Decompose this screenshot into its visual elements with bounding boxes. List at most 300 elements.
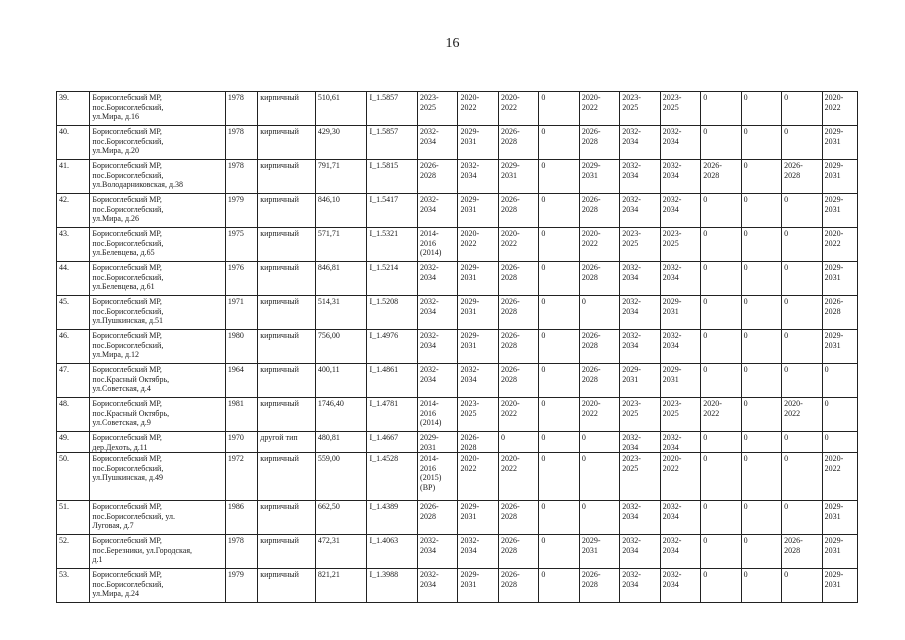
period-cell: 2026- 2028 <box>498 364 538 398</box>
address-line: ул.Мира, д.12 <box>92 350 140 360</box>
period-cell: 2023- 2025 <box>620 228 660 262</box>
table-row <box>57 398 858 432</box>
address-line: пос.Борисоглебский, <box>92 170 164 180</box>
period-cell: 2032- 2034 <box>620 432 660 453</box>
period-cell: 2020- 2022 <box>579 398 619 432</box>
material-cell: кирпичный <box>258 364 316 398</box>
row-number-cell: 45. <box>57 296 90 330</box>
period-cell: 2032- 2034 <box>620 330 660 364</box>
address-line: пос.Борисоглебский, <box>92 579 164 589</box>
period-cell: 2026- 2028 <box>579 569 619 603</box>
period-cell: 2026- 2028 <box>579 364 619 398</box>
period-cell: 0 <box>741 535 781 569</box>
period-cell: 0 <box>741 194 781 228</box>
period-cell: 0 <box>822 432 857 453</box>
period-cell: 2032- 2034 <box>660 432 700 453</box>
year-cell: 1986 <box>225 501 257 535</box>
table-row <box>57 330 858 364</box>
year-cell: 1979 <box>225 194 257 228</box>
year-cell: 1978 <box>225 160 257 194</box>
material-cell: кирпичный <box>258 194 316 228</box>
row-number-cell: 43. <box>57 228 90 262</box>
period-cell: 0 <box>498 432 538 453</box>
table-row <box>57 501 858 535</box>
area-cell: 400,11 <box>315 364 367 398</box>
period-cell: 2029- 2031 <box>822 501 857 535</box>
period-cell: 0 <box>539 126 579 160</box>
table-row <box>57 432 858 453</box>
period-cell: 0 <box>701 92 741 126</box>
address-line: Борисоглебский МР, <box>92 93 162 102</box>
period-cell: 2023- 2025 <box>660 228 700 262</box>
area-cell: 791,71 <box>315 160 367 194</box>
period-cell: 0 <box>539 501 579 535</box>
period-cell: 2029- 2031 <box>822 535 857 569</box>
index-cell: I_1.4976 <box>367 330 418 364</box>
period-cell: 0 <box>539 194 579 228</box>
material-cell: кирпичный <box>258 501 316 535</box>
address-cell <box>90 330 226 364</box>
period-cell: 0 <box>782 92 822 126</box>
period-cell: 0 <box>701 228 741 262</box>
period-cell: 2020- 2022 <box>498 453 538 501</box>
year-cell: 1978 <box>225 126 257 160</box>
period-cell: 0 <box>539 330 579 364</box>
index-cell: I_1.4063 <box>367 535 418 569</box>
address-line: Борисоглебский МР, <box>92 331 162 340</box>
address-line: Борисоглебский МР, <box>92 536 162 546</box>
period-cell: 2026- 2028 <box>579 262 619 296</box>
period-cell: 2020- 2022 <box>498 228 538 262</box>
period-cell: 0 <box>539 228 579 262</box>
period-cell: 0 <box>701 330 741 364</box>
index-cell: I_1.5214 <box>367 262 418 296</box>
address-line: Борисоглебский МР, <box>92 365 162 374</box>
address-line: ул.Белевцева, д.65 <box>92 248 155 258</box>
period-cell: 2032- 2034 <box>620 160 660 194</box>
address-line: пос.Борисоглебский, <box>92 463 164 473</box>
year-cell: 1971 <box>225 296 257 330</box>
period-cell: 2026- 2028 <box>498 126 538 160</box>
address-cell <box>90 194 226 228</box>
material-cell: кирпичный <box>258 535 316 569</box>
housing-repair-table <box>56 91 858 603</box>
table-row <box>57 569 858 603</box>
period-cell: 2032- 2034 <box>620 535 660 569</box>
period-cell: 2029- 2031 <box>458 296 498 330</box>
address-line: дер.Дехоть, д.11 <box>92 442 148 452</box>
period-cell: 2032- 2034 <box>418 126 458 160</box>
period-cell: 0 <box>741 330 781 364</box>
row-number-cell: 41. <box>57 160 90 194</box>
period-cell: 2020- 2022 <box>822 92 857 126</box>
period-cell: 2023- 2025 <box>660 92 700 126</box>
index-cell: I_1.5208 <box>367 296 418 330</box>
period-cell: 0 <box>701 569 741 603</box>
period-cell: 2029- 2031 <box>458 194 498 228</box>
period-cell: 0 <box>539 160 579 194</box>
period-cell: 2026- 2028 <box>418 501 458 535</box>
address-line: Борисоглебский МР, <box>92 195 162 204</box>
period-cell: 2029- 2031 <box>458 262 498 296</box>
period-cell: 2026- 2028 <box>418 160 458 194</box>
period-cell: 2020- 2022 <box>458 228 498 262</box>
address-line: ул.Белевцева, д.61 <box>92 282 155 292</box>
period-cell: 0 <box>539 262 579 296</box>
period-cell: 0 <box>539 364 579 398</box>
address-cell <box>90 432 226 453</box>
period-cell: 2032- 2034 <box>620 569 660 603</box>
period-cell: 0 <box>701 194 741 228</box>
period-cell: 2020- 2022 <box>782 398 822 432</box>
index-cell: I_1.4781 <box>367 398 418 432</box>
period-cell: 2026- 2028 <box>579 330 619 364</box>
period-cell: 0 <box>539 569 579 603</box>
period-cell: 2032- 2034 <box>620 194 660 228</box>
area-cell: 472,31 <box>315 535 367 569</box>
period-cell: 0 <box>579 501 619 535</box>
address-line: Борисоглебский МР, <box>92 399 162 408</box>
address-line: ул.Советская, д.9 <box>92 418 151 428</box>
material-cell: кирпичный <box>258 92 316 126</box>
area-cell: 846,10 <box>315 194 367 228</box>
period-cell: 2023- 2025 <box>620 453 660 501</box>
period-cell: 2032- 2034 <box>660 501 700 535</box>
address-line: д.1 <box>92 555 103 565</box>
period-cell: 2026- 2028 <box>579 194 619 228</box>
row-number-cell: 48. <box>57 398 90 432</box>
address-cell <box>90 535 226 569</box>
address-line: ул.Советская, д.4 <box>92 384 151 394</box>
address-cell <box>90 92 226 126</box>
period-cell: 2020- 2022 <box>498 92 538 126</box>
period-cell: 2029- 2031 <box>620 364 660 398</box>
period-cell: 2032- 2034 <box>660 126 700 160</box>
year-cell: 1972 <box>225 453 257 501</box>
period-cell: 2032- 2034 <box>620 501 660 535</box>
index-cell: I_1.5857 <box>367 92 418 126</box>
address-line: ул.Мира, д.16 <box>92 112 140 122</box>
period-cell: 0 <box>579 432 619 453</box>
address-cell <box>90 262 226 296</box>
year-cell: 1978 <box>225 92 257 126</box>
period-cell: 0 <box>539 432 579 453</box>
address-line: Борисоглебский МР, <box>92 161 162 170</box>
row-number-cell: 50. <box>57 453 90 501</box>
period-cell: 2029- 2031 <box>458 501 498 535</box>
index-cell: I_1.5321 <box>367 228 418 262</box>
period-cell: 2026- 2028 <box>498 569 538 603</box>
period-cell: 2029- 2031 <box>822 160 857 194</box>
period-cell: 2026- 2028 <box>498 262 538 296</box>
year-cell: 1970 <box>225 432 257 453</box>
address-line: пос.Борисоглебский, <box>92 340 164 350</box>
table-row <box>57 126 858 160</box>
area-cell: 514,31 <box>315 296 367 330</box>
period-cell: 0 <box>782 262 822 296</box>
address-line: Борисоглебский МР, <box>92 229 162 238</box>
area-cell: 429,30 <box>315 126 367 160</box>
period-cell: 0 <box>579 453 619 501</box>
address-line: Борисоглебский МР, <box>92 454 162 464</box>
material-cell: кирпичный <box>258 126 316 160</box>
address-line: Борисоглебский МР, <box>92 570 162 580</box>
address-line: ул.Пушкинская, д.51 <box>92 316 164 326</box>
period-cell: 0 <box>822 398 857 432</box>
period-cell: 2032- 2034 <box>660 160 700 194</box>
row-number-cell: 53. <box>57 569 90 603</box>
year-cell: 1978 <box>225 535 257 569</box>
period-cell: 2014- 2016 (2014) <box>418 398 458 432</box>
address-cell <box>90 364 226 398</box>
period-cell: 2029- 2031 <box>822 194 857 228</box>
period-cell: 0 <box>741 262 781 296</box>
period-cell: 2032- 2034 <box>418 262 458 296</box>
address-line: пос.Борисоглебский, <box>92 136 164 146</box>
period-cell: 2029- 2031 <box>822 569 857 603</box>
year-cell: 1981 <box>225 398 257 432</box>
period-cell: 2014- 2016 (2015) (ВР) <box>418 453 458 501</box>
period-cell: 2020- 2022 <box>822 228 857 262</box>
material-cell: кирпичный <box>258 398 316 432</box>
period-cell: 0 <box>741 160 781 194</box>
index-cell: I_1.4861 <box>367 364 418 398</box>
row-number-cell: 47. <box>57 364 90 398</box>
period-cell: 2032- 2034 <box>660 262 700 296</box>
address-line: пос.Борисоглебский, <box>92 272 164 282</box>
period-cell: 2032- 2034 <box>458 160 498 194</box>
address-line: Борисоглебский МР, <box>92 502 162 512</box>
period-cell: 2023- 2025 <box>620 398 660 432</box>
period-cell: 2020- 2022 <box>458 453 498 501</box>
table-body <box>57 92 858 603</box>
period-cell: 0 <box>741 453 781 501</box>
period-cell: 2032- 2034 <box>458 364 498 398</box>
index-cell: I_1.3988 <box>367 569 418 603</box>
year-cell: 1964 <box>225 364 257 398</box>
row-number-cell: 46. <box>57 330 90 364</box>
address-cell <box>90 398 226 432</box>
period-cell: 2026- 2028 <box>458 432 498 453</box>
period-cell: 0 <box>741 398 781 432</box>
material-cell: другой тип <box>258 432 316 453</box>
period-cell: 0 <box>822 364 857 398</box>
area-cell: 756,00 <box>315 330 367 364</box>
year-cell: 1975 <box>225 228 257 262</box>
period-cell: 2026- 2028 <box>498 194 538 228</box>
address-line: Борисоглебский МР, <box>92 263 162 272</box>
address-cell <box>90 569 226 603</box>
period-cell: 0 <box>782 330 822 364</box>
period-cell: 2023- 2025 <box>458 398 498 432</box>
period-cell: 2026- 2028 <box>782 535 822 569</box>
period-cell: 0 <box>701 535 741 569</box>
address-line: пос.Борисоглебский, <box>92 204 164 214</box>
row-number-cell: 51. <box>57 501 90 535</box>
address-line: Луговая, д.7 <box>92 521 134 531</box>
address-line: пос.Красный Октябрь, <box>92 408 170 418</box>
period-cell: 2029- 2031 <box>458 569 498 603</box>
period-cell: 2032- 2034 <box>660 535 700 569</box>
period-cell: 2029- 2031 <box>822 330 857 364</box>
period-cell: 2020- 2022 <box>822 453 857 501</box>
address-line: Борисоглебский МР, <box>92 433 162 442</box>
period-cell: 2032- 2034 <box>458 535 498 569</box>
table-row <box>57 364 858 398</box>
period-cell: 2023- 2025 <box>418 92 458 126</box>
period-cell: 2020- 2022 <box>498 398 538 432</box>
period-cell: 2032- 2034 <box>418 330 458 364</box>
area-cell: 662,50 <box>315 501 367 535</box>
period-cell: 0 <box>701 296 741 330</box>
period-cell: 2032- 2034 <box>660 194 700 228</box>
period-cell: 0 <box>539 398 579 432</box>
area-cell: 480,81 <box>315 432 367 453</box>
address-cell <box>90 453 226 501</box>
period-cell: 0 <box>782 126 822 160</box>
period-cell: 0 <box>539 92 579 126</box>
period-cell: 2026- 2028 <box>701 160 741 194</box>
period-cell: 0 <box>701 126 741 160</box>
period-cell: 0 <box>539 453 579 501</box>
address-line: ул.Пушкинская, д.49 <box>92 473 164 483</box>
period-cell: 2020- 2022 <box>579 92 619 126</box>
period-cell: 2026- 2028 <box>498 296 538 330</box>
period-cell: 0 <box>701 432 741 453</box>
table-row <box>57 262 858 296</box>
period-cell: 2020- 2022 <box>458 92 498 126</box>
period-cell: 0 <box>782 432 822 453</box>
period-cell: 2032- 2034 <box>418 569 458 603</box>
period-cell: 0 <box>741 432 781 453</box>
period-cell: 2026- 2028 <box>579 126 619 160</box>
address-line: ул.Мира, д.20 <box>92 146 140 156</box>
period-cell: 2020- 2022 <box>579 228 619 262</box>
period-cell: 2032- 2034 <box>620 296 660 330</box>
period-cell: 2029- 2031 <box>660 364 700 398</box>
period-cell: 2029- 2031 <box>822 126 857 160</box>
period-cell: 0 <box>782 501 822 535</box>
row-number-cell: 52. <box>57 535 90 569</box>
row-number-cell: 40. <box>57 126 90 160</box>
period-cell: 2032- 2034 <box>418 296 458 330</box>
table-row <box>57 535 858 569</box>
index-cell: I_1.5815 <box>367 160 418 194</box>
period-cell: 0 <box>701 364 741 398</box>
material-cell: кирпичный <box>258 569 316 603</box>
period-cell: 0 <box>741 569 781 603</box>
row-number-cell: 39. <box>57 92 90 126</box>
period-cell: 0 <box>741 126 781 160</box>
period-cell: 0 <box>539 296 579 330</box>
period-cell: 2029- 2031 <box>498 160 538 194</box>
address-line: ул.Мира, д.24 <box>92 589 140 599</box>
index-cell: I_1.5417 <box>367 194 418 228</box>
material-cell: кирпичный <box>258 262 316 296</box>
period-cell: 0 <box>701 453 741 501</box>
address-cell <box>90 296 226 330</box>
period-cell: 0 <box>741 364 781 398</box>
period-cell: 2029- 2031 <box>458 330 498 364</box>
period-cell: 2020- 2022 <box>701 398 741 432</box>
table-row <box>57 228 858 262</box>
period-cell: 0 <box>741 296 781 330</box>
material-cell: кирпичный <box>258 160 316 194</box>
area-cell: 571,71 <box>315 228 367 262</box>
period-cell: 2023- 2025 <box>660 398 700 432</box>
table-row <box>57 296 858 330</box>
address-cell <box>90 501 226 535</box>
period-cell: 2026- 2028 <box>822 296 857 330</box>
table-row <box>57 92 858 126</box>
period-cell: 2014- 2016 (2014) <box>418 228 458 262</box>
period-cell: 0 <box>782 296 822 330</box>
area-cell: 846,81 <box>315 262 367 296</box>
material-cell: кирпичный <box>258 228 316 262</box>
table-row <box>57 453 858 501</box>
area-cell: 559,00 <box>315 453 367 501</box>
address-line: ул.Мира, д.26 <box>92 214 140 224</box>
row-number-cell: 44. <box>57 262 90 296</box>
address-line: пос.Красный Октябрь, <box>92 374 170 384</box>
year-cell: 1976 <box>225 262 257 296</box>
material-cell: кирпичный <box>258 330 316 364</box>
period-cell: 0 <box>782 228 822 262</box>
period-cell: 2032- 2034 <box>660 569 700 603</box>
address-line: пос.Березники, ул.Городская, <box>92 545 193 555</box>
period-cell: 0 <box>741 92 781 126</box>
period-cell: 0 <box>701 501 741 535</box>
period-cell: 2029- 2031 <box>660 296 700 330</box>
year-cell: 1980 <box>225 330 257 364</box>
address-cell <box>90 228 226 262</box>
row-number-cell: 42. <box>57 194 90 228</box>
period-cell: 0 <box>701 262 741 296</box>
period-cell: 2032- 2034 <box>660 330 700 364</box>
address-line: Борисоглебский МР, <box>92 297 162 306</box>
address-line: пос.Борисоглебский, <box>92 102 164 112</box>
period-cell: 2026- 2028 <box>498 535 538 569</box>
address-line: ул.Володарниковская, д.38 <box>92 180 184 190</box>
area-cell: 821,21 <box>315 569 367 603</box>
period-cell: 0 <box>782 364 822 398</box>
address-line: пос.Борисоглебский, <box>92 306 164 316</box>
year-cell: 1979 <box>225 569 257 603</box>
period-cell: 2032- 2034 <box>418 194 458 228</box>
period-cell: 0 <box>741 501 781 535</box>
period-cell: 2032- 2034 <box>418 364 458 398</box>
period-cell: 2023- 2025 <box>620 92 660 126</box>
area-cell: 1746,40 <box>315 398 367 432</box>
address-line: пос.Борисоглебский, <box>92 238 164 248</box>
period-cell: 0 <box>579 296 619 330</box>
address-cell <box>90 126 226 160</box>
period-cell: 2029- 2031 <box>822 262 857 296</box>
period-cell: 2026- 2028 <box>782 160 822 194</box>
period-cell: 0 <box>782 194 822 228</box>
period-cell: 2032- 2034 <box>620 126 660 160</box>
index-cell: I_1.4389 <box>367 501 418 535</box>
period-cell: 0 <box>782 453 822 501</box>
table-row <box>57 160 858 194</box>
period-cell: 0 <box>741 228 781 262</box>
period-cell: 2029- 2031 <box>458 126 498 160</box>
period-cell: 2029- 2031 <box>418 432 458 453</box>
period-cell: 2029- 2031 <box>579 535 619 569</box>
table-row <box>57 194 858 228</box>
period-cell: 0 <box>782 569 822 603</box>
period-cell: 2026- 2028 <box>498 501 538 535</box>
